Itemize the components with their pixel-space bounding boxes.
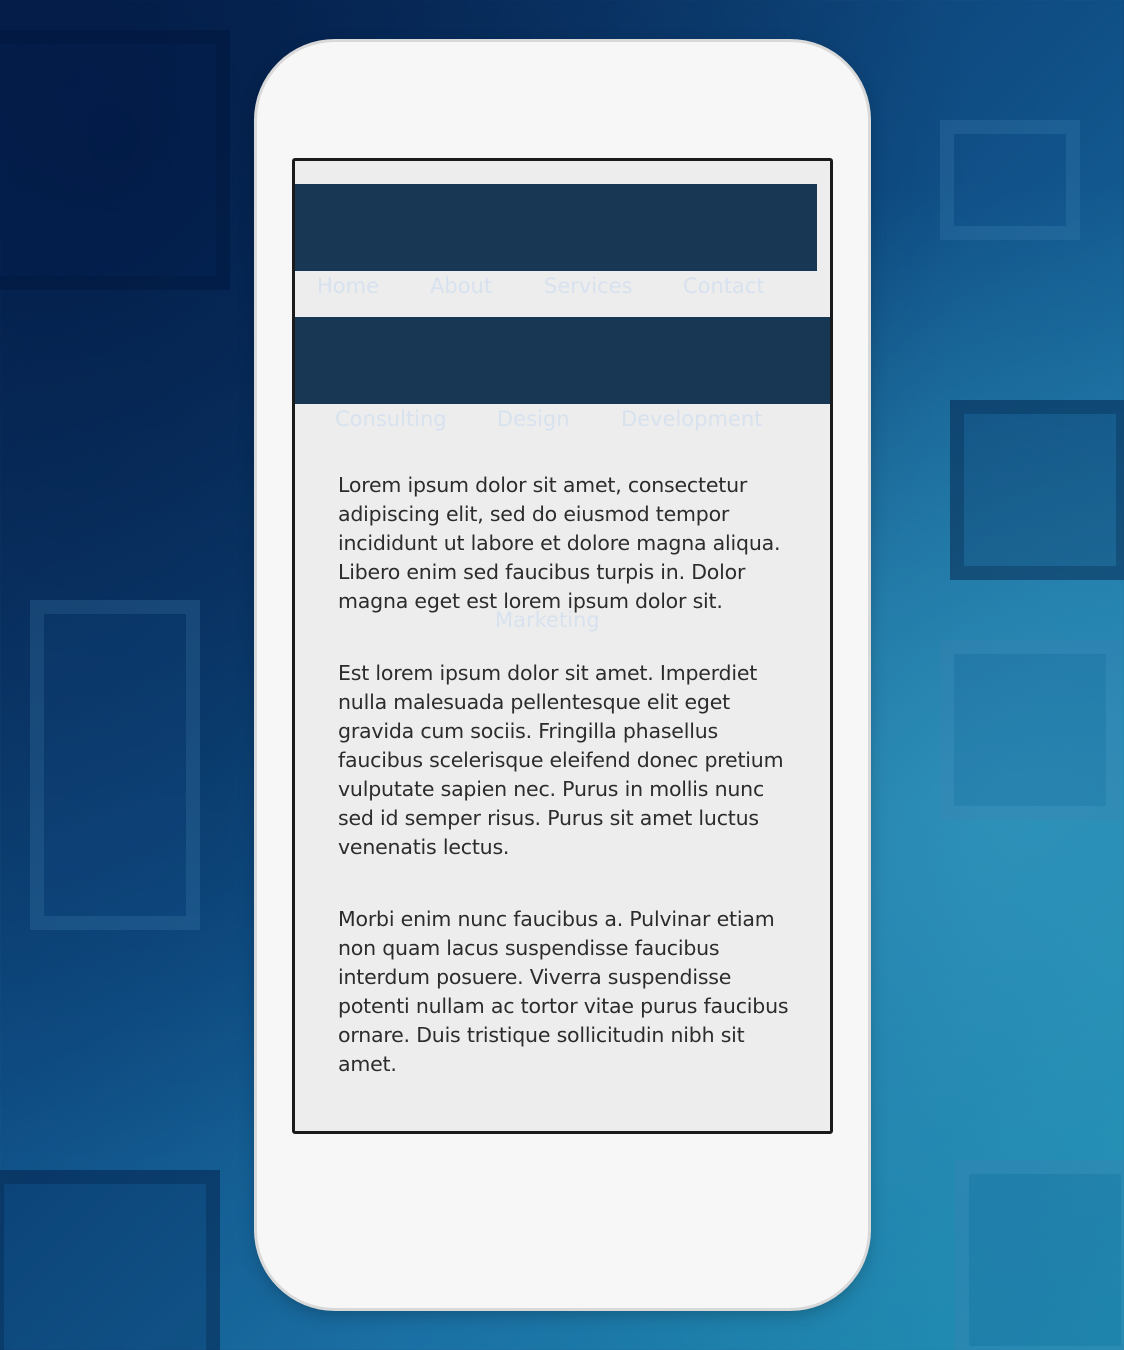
header-banner: [295, 184, 817, 271]
main-nav: [295, 271, 830, 317]
nav-link-services[interactable]: Services: [544, 274, 633, 298]
background-square: [950, 400, 1124, 580]
sub-banner: [295, 317, 830, 404]
phone-screen: [292, 158, 833, 1134]
background-square: [30, 600, 200, 930]
nav-link-about[interactable]: About: [430, 274, 493, 298]
background-square: [940, 640, 1120, 820]
content-paragraph: Morbi enim nunc faucibus a. Pulvinar etiam non quam lacus suspendisse faucibus interdum posuere. Viverra suspendisse potenti nullam ac tortor vitae purus faucibus ornare. Duis tristique sollicitudin nibh sit amet.: [338, 907, 789, 1076]
sub-nav: [295, 404, 830, 444]
content-paragraph: Est lorem ipsum dolor sit amet. Imperdiet nulla malesuada pellentesque elit eget gravida cum sociis. Fringilla phasellus faucibus scelerisque eleifend donec pretium vulputate sapien nec. Purus in mollis nunc sed id semper risus. Purus sit amet luctus venenatis lectus.: [338, 661, 784, 859]
nav-link-contact[interactable]: Contact: [683, 274, 765, 298]
background-square: [955, 1160, 1124, 1350]
main-content: [338, 471, 793, 1122]
background-square: [0, 30, 230, 290]
background-square: [0, 1170, 220, 1350]
subnav-link-consulting[interactable]: Consulting: [335, 407, 447, 431]
background-square: [940, 120, 1080, 240]
nav-link-home[interactable]: Home: [317, 274, 380, 298]
subnav-link-marketing[interactable]: Marketing: [495, 608, 600, 632]
content-paragraph: Lorem ipsum dolor sit amet, consectetur adipiscing elit, sed do eiusmod tempor incididunt ut labore et dolore magna aliqua. Libero enim sed faucibus turpis in. Dolor magna eget est lorem ipsum dolor sit.: [338, 473, 781, 613]
subnav-link-design[interactable]: Design: [497, 407, 570, 431]
subnav-link-development[interactable]: Development: [621, 407, 763, 431]
